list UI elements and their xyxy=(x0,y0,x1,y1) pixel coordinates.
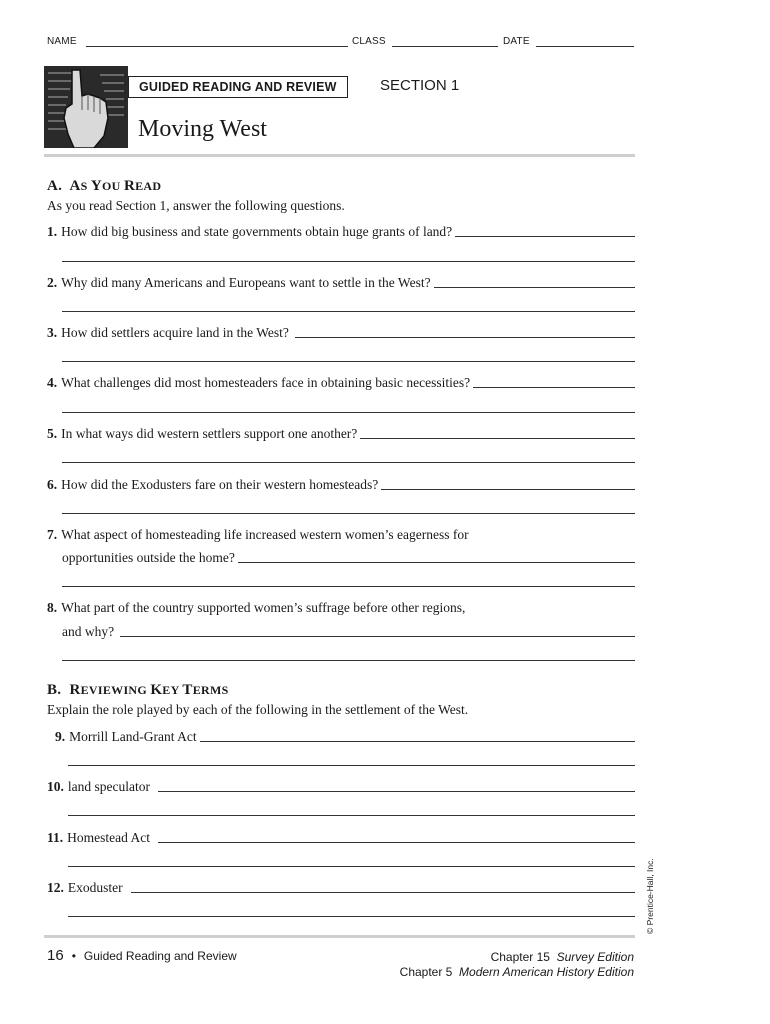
answer-line[interactable] xyxy=(238,562,635,563)
page-number: 16 xyxy=(47,947,64,964)
answer-line[interactable] xyxy=(158,842,635,843)
footer-bullet: • xyxy=(71,949,76,963)
answer-line[interactable] xyxy=(360,438,635,439)
answer-line[interactable] xyxy=(131,892,635,893)
date-field[interactable] xyxy=(536,46,634,47)
date-label: DATE xyxy=(503,36,530,47)
term-9: 9. Morrill Land-Grant Act xyxy=(55,729,635,745)
answer-line[interactable] xyxy=(200,741,635,742)
class-label: CLASS xyxy=(352,36,386,47)
section-label: SECTION 1 xyxy=(380,77,460,94)
section-a-instruction: As you read Section 1, answer the following questions. xyxy=(47,198,345,213)
question-8: 8. What part of the country supported women’s suffrage before other regions, xyxy=(47,600,466,615)
footer-chapter-modern: Chapter 5 Modern American History Edition xyxy=(399,965,634,979)
answer-line[interactable] xyxy=(68,866,635,867)
answer-line[interactable] xyxy=(434,287,635,288)
answer-line[interactable] xyxy=(62,660,635,661)
banner-title: GUIDED READING AND REVIEW xyxy=(128,76,348,98)
term-12: 12. Exoduster xyxy=(47,880,635,896)
section-b-heading: B. REVIEWING KEY TERMS xyxy=(47,682,229,698)
footer-divider xyxy=(44,935,635,938)
answer-line[interactable] xyxy=(62,311,635,312)
question-8-continued: and why? xyxy=(62,624,635,640)
question-6: 6. How did the Exodusters fare on their western homesteads? xyxy=(47,477,635,493)
name-field[interactable] xyxy=(86,46,348,47)
footer-chapter-survey: Chapter 15 Survey Edition xyxy=(490,950,634,964)
title-divider xyxy=(44,154,635,157)
answer-line[interactable] xyxy=(62,462,635,463)
answer-line[interactable] xyxy=(62,361,635,362)
section-b-instruction: Explain the role played by each of the following in the settlement of the West. xyxy=(47,702,469,717)
page-title: Moving West xyxy=(138,116,267,142)
class-field[interactable] xyxy=(392,46,498,47)
section-a-heading: A. AS YOU READ xyxy=(47,178,162,194)
question-3: 3. How did settlers acquire land in the West? xyxy=(47,325,635,341)
copyright-notice: © Prentice-Hall, Inc. xyxy=(645,858,655,934)
question-7: 7. What aspect of homesteading life increased western women’s eagerness for xyxy=(47,527,469,542)
answer-line[interactable] xyxy=(381,489,635,490)
answer-line[interactable] xyxy=(68,765,635,766)
answer-line[interactable] xyxy=(62,586,635,587)
footer-left xyxy=(47,947,237,964)
term-11: 11. Homestead Act xyxy=(47,830,635,846)
answer-line[interactable] xyxy=(68,916,635,917)
answer-line[interactable] xyxy=(158,791,635,792)
answer-line[interactable] xyxy=(455,236,635,237)
answer-line[interactable] xyxy=(62,412,635,413)
answer-line[interactable] xyxy=(68,815,635,816)
answer-line[interactable] xyxy=(295,337,635,338)
answer-line[interactable] xyxy=(120,636,635,637)
pointing-hand-icon xyxy=(44,66,128,148)
answer-line[interactable] xyxy=(62,513,635,514)
question-2: 2. Why did many Americans and Europeans want to settle in the West? xyxy=(47,275,635,291)
term-10: 10. land speculator xyxy=(47,779,635,795)
question-1: 1. How did big business and state governments obtain huge grants of land? xyxy=(47,224,635,240)
question-7-continued: opportunities outside the home? xyxy=(62,550,635,566)
answer-line[interactable] xyxy=(473,387,635,388)
question-4: 4. What challenges did most homesteaders face in obtaining basic necessities? xyxy=(47,375,635,391)
question-5: 5. In what ways did western settlers support one another? xyxy=(47,426,635,442)
name-label: NAME xyxy=(47,36,77,47)
answer-line[interactable] xyxy=(62,261,635,262)
footer-book-title: Guided Reading and Review xyxy=(83,949,237,963)
